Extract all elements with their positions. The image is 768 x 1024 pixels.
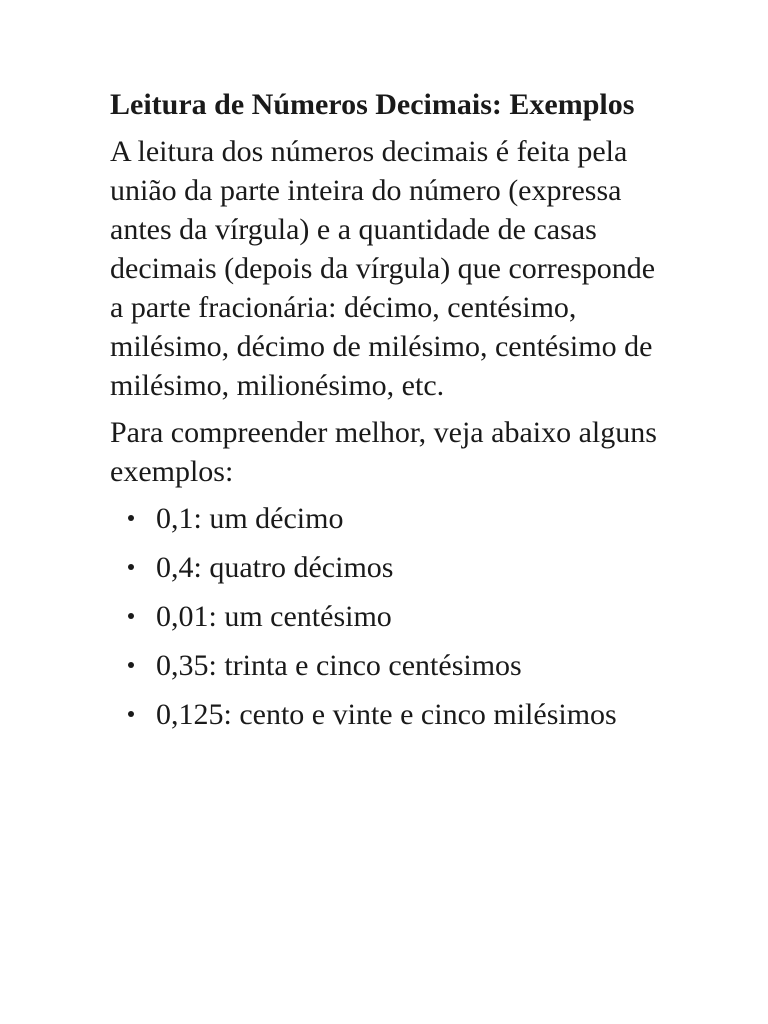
bullet-icon: [128, 662, 134, 668]
bullet-icon: [128, 564, 134, 570]
examples-intro-paragraph: Para compreender melhor, veja abaixo alguns exemplos:: [110, 416, 657, 488]
list-item-text: 0,1: um décimo: [156, 502, 344, 535]
list-item-text: 0,35: trinta e cinco centésimos: [156, 649, 522, 682]
page-title: Leitura de Números Decimais: Exemplos: [110, 88, 635, 121]
list-item-text: 0,125: cento e vinte e cinco milésimos: [156, 698, 617, 731]
list-item-text: 0,4: quatro décimos: [156, 551, 394, 584]
bullet-icon: [128, 515, 134, 521]
list-item: [110, 646, 670, 685]
list-item: [110, 597, 670, 636]
list-item-text: 0,01: um centésimo: [156, 600, 392, 633]
list-item: [110, 499, 670, 538]
examples-list: [110, 499, 670, 734]
intro-paragraph: A leitura dos números decimais é feita pela união da parte inteira do número (expressa antes da vírgula) e a quantidade de casas decimais (depois da vírgula) que corresponde a parte fracionária: décimo, centésimo, milésimo, décimo de milésimo, centésimo de milésimo, milionésimo, etc.: [110, 135, 656, 402]
document-body: [110, 84, 670, 744]
bullet-icon: [128, 711, 134, 717]
list-item: [110, 548, 670, 587]
bullet-icon: [128, 613, 134, 619]
list-item: [110, 695, 670, 734]
